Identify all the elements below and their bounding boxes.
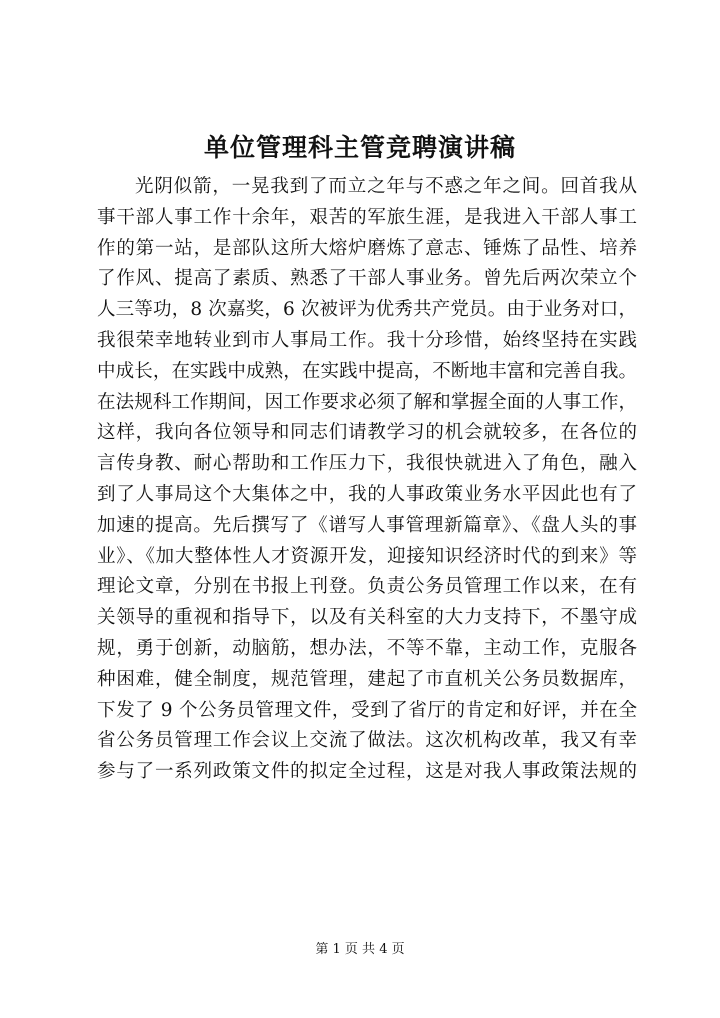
body-line: 光阴似箭，一晃我到了而立之年与不惑之年之间。回首我从	[135, 176, 637, 197]
body-line: 了作风、提高了素质、熟悉了干部人事业务。曾先后两次荣立个	[97, 268, 637, 290]
body-line: 业》、《加大整体性人才资源开发，迎接知识经济时代的到来》等	[97, 545, 637, 567]
body-line: 加速的提高。先后撰写了《谱写人事管理新篇章》、《盘人头的事	[97, 514, 637, 536]
body-line: 下发了 9 个公务员管理文件，受到了省厅的肯定和好评，并在全	[97, 699, 637, 721]
body-line: 人三等功，8 次嘉奖，6 次被评为优秀共产党员。由于业务对口，	[97, 299, 637, 321]
body-line: 种困难，健全制度，规范管理，建起了市直机关公务员数据库，	[97, 668, 637, 690]
body-line: 规，勇于创新，动脑筋，想办法，不等不靠，主动工作，克服各	[97, 637, 637, 659]
body-line: 到了人事局这个大集体之中，我的人事政策业务水平因此也有了	[97, 483, 637, 505]
body-line: 我很荣幸地转业到市人事局工作。我十分珍惜，始终坚持在实践	[97, 329, 637, 351]
body-line: 关领导的重视和指导下，以及有关科室的大力支持下，不墨守成	[97, 607, 637, 629]
body-line: 在法规科工作期间，因工作要求必须了解和掌握全面的人事工作，	[97, 391, 637, 413]
body-line: 事干部人事工作十余年，艰苦的军旅生涯，是我进入干部人事工	[97, 206, 637, 228]
body-line: 省公务员管理工作会议上交流了做法。这次机构改革，我又有幸	[97, 730, 637, 752]
body-line: 这样，我向各位领导和同志们请教学习的机会就较多，在各位的	[97, 422, 637, 444]
body-line: 中成长，在实践中成熟，在实践中提高，不断地丰富和完善自我。	[97, 360, 637, 382]
document-body	[97, 172, 637, 788]
body-line: 作的第一站，是部队这所大熔炉磨炼了意志、锤炼了品性、培养	[97, 237, 637, 259]
body-line: 参与了一系列政策文件的拟定全过程，这是对我人事政策法规的	[97, 761, 637, 783]
document-title: 单位管理科主管竞聘演讲稿	[203, 133, 516, 162]
page-number-footer: 第 1 页 共 4 页	[315, 942, 405, 957]
body-line: 理论文章，分别在书报上刊登。负责公务员管理工作以来，在有	[97, 576, 637, 598]
body-line: 言传身教、耐心帮助和工作压力下，我很快就进入了角色，融入	[97, 453, 637, 475]
